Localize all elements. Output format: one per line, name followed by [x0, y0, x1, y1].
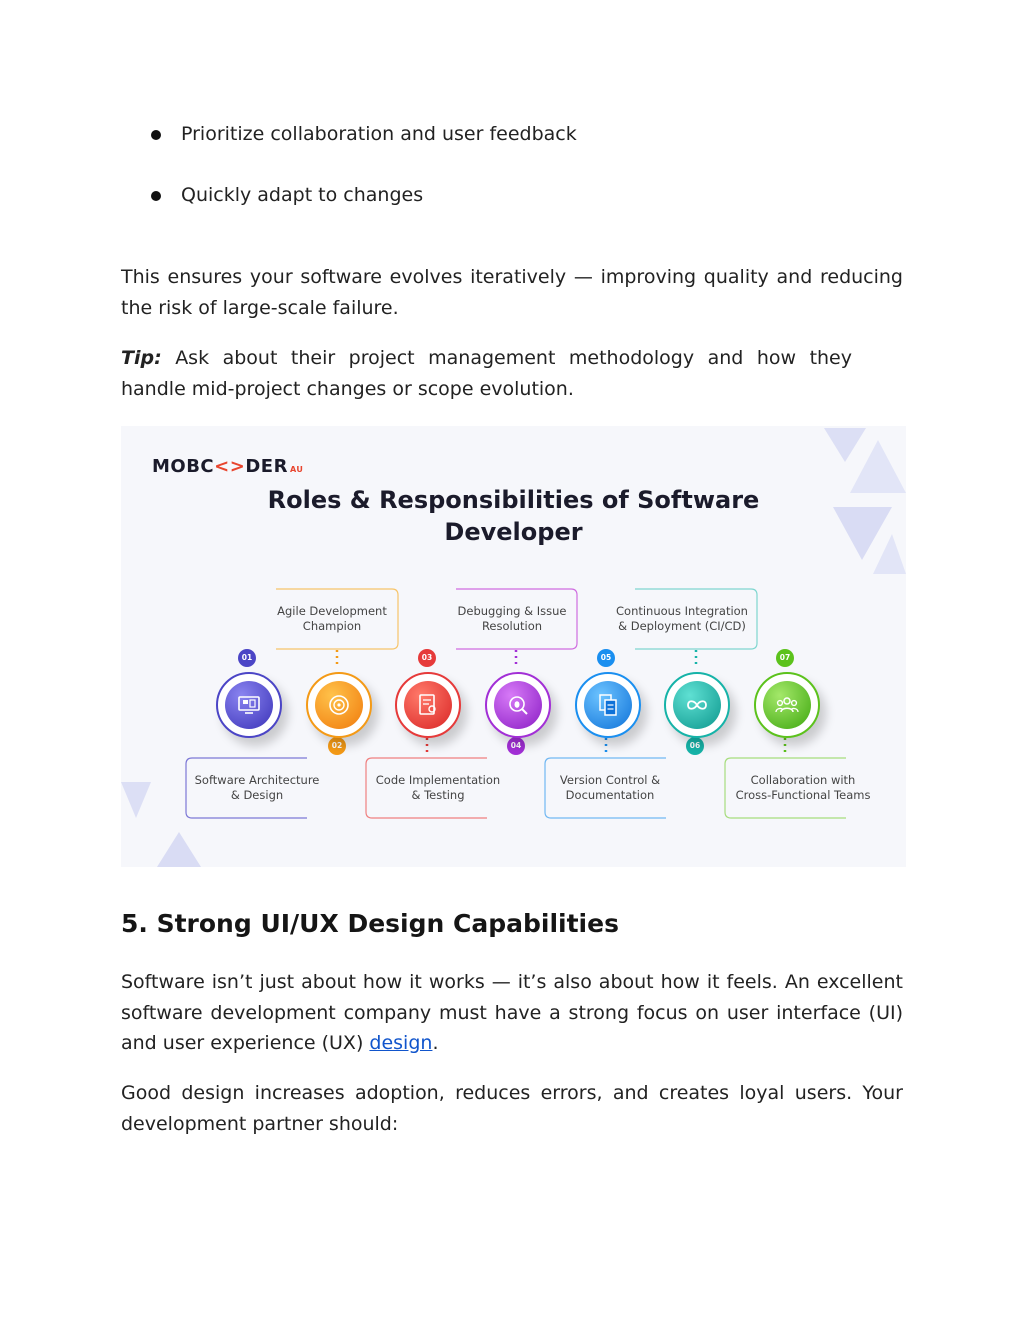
number-badge-07: 07: [776, 649, 794, 667]
role-circle-03: [395, 672, 461, 738]
architecture-icon: [225, 681, 273, 729]
code-test-icon: [404, 681, 452, 729]
role-label-04: [451, 604, 573, 634]
logo-text: DER: [245, 456, 288, 477]
role-circle-04: [485, 672, 551, 738]
bullet-item: Prioritize collaboration and user feedback: [181, 123, 577, 145]
label-line: Agile Development: [277, 604, 387, 618]
role-circle-06: [664, 672, 730, 738]
label-line: & Testing: [411, 788, 465, 802]
section-heading: 5. Strong UI/UX Design Capabilities: [121, 909, 619, 938]
logo-text: MOBC: [152, 456, 215, 477]
bullet-item: Quickly adapt to changes: [181, 184, 424, 206]
role-label-07: [731, 773, 875, 803]
agile-icon: [315, 681, 363, 729]
number-badge-04: 04: [507, 737, 525, 755]
label-line: Cross-Functional Teams: [735, 788, 871, 802]
role-label-05: [551, 773, 669, 803]
tip-text: Ask about their project management methodology and how they handle mid-project changes or scope evolution.: [121, 347, 852, 400]
label-line: Code Implementation: [375, 773, 501, 787]
role-label-03: [371, 773, 505, 803]
design-link[interactable]: design: [369, 1032, 433, 1054]
role-label-06: [614, 604, 750, 634]
tip-label: Tip:: [121, 347, 162, 369]
infinity-icon: [673, 681, 721, 729]
role-label-02: [271, 604, 393, 634]
paragraph-text: Software isn’t just about how it works — it’s also about how it feels. An excellent software development company must have a strong focus on user interface (UI) and user experience (UX): [121, 971, 903, 1054]
number-badge-03: 03: [418, 649, 436, 667]
bullet-marker: [151, 191, 161, 201]
role-circle-02: [306, 672, 372, 738]
label-line: Version Control &: [559, 773, 661, 787]
number-badge-02: 02: [328, 737, 346, 755]
number-badge-01: 01: [238, 649, 256, 667]
logo-code-glyph: <>: [214, 456, 246, 477]
label-line: Debugging & Issue: [457, 604, 567, 618]
bug-icon: [494, 681, 542, 729]
role-circle-07: [754, 672, 820, 738]
label-line: Champion: [302, 619, 362, 633]
number-badge-06: 06: [686, 737, 704, 755]
number-badge-05: 05: [597, 649, 615, 667]
label-line: Collaboration with: [750, 773, 856, 787]
label-line: Resolution: [481, 619, 543, 633]
role-circle-05: [575, 672, 641, 738]
role-label-01: [191, 773, 323, 803]
title-line: Roles & Responsibilities of Software: [267, 486, 760, 514]
paragraph-text: .: [432, 1032, 439, 1054]
label-line: Documentation: [565, 788, 655, 802]
label-line: & Deployment (CI/CD): [618, 619, 746, 633]
title-line: Developer: [444, 518, 583, 546]
label-line: Continuous Integration: [616, 604, 748, 618]
label-line: Software Architecture: [194, 773, 320, 787]
paragraph: This ensures your software evolves iteratively — improving quality and reducing the risk of large-scale failure.: [121, 266, 903, 319]
label-line: & Design: [230, 788, 284, 802]
bullet-marker: [151, 130, 161, 140]
documents-icon: [584, 681, 632, 729]
section-paragraph: [121, 967, 903, 1059]
section-paragraph: Good design increases adoption, reduces errors, and creates loyal users. Your development partner should:: [121, 1082, 903, 1135]
tip-paragraph: [121, 343, 852, 404]
roles-infographic: [121, 426, 906, 867]
role-circle-01: [216, 672, 282, 738]
team-icon: [763, 681, 811, 729]
logo-suffix: AU: [289, 465, 304, 474]
